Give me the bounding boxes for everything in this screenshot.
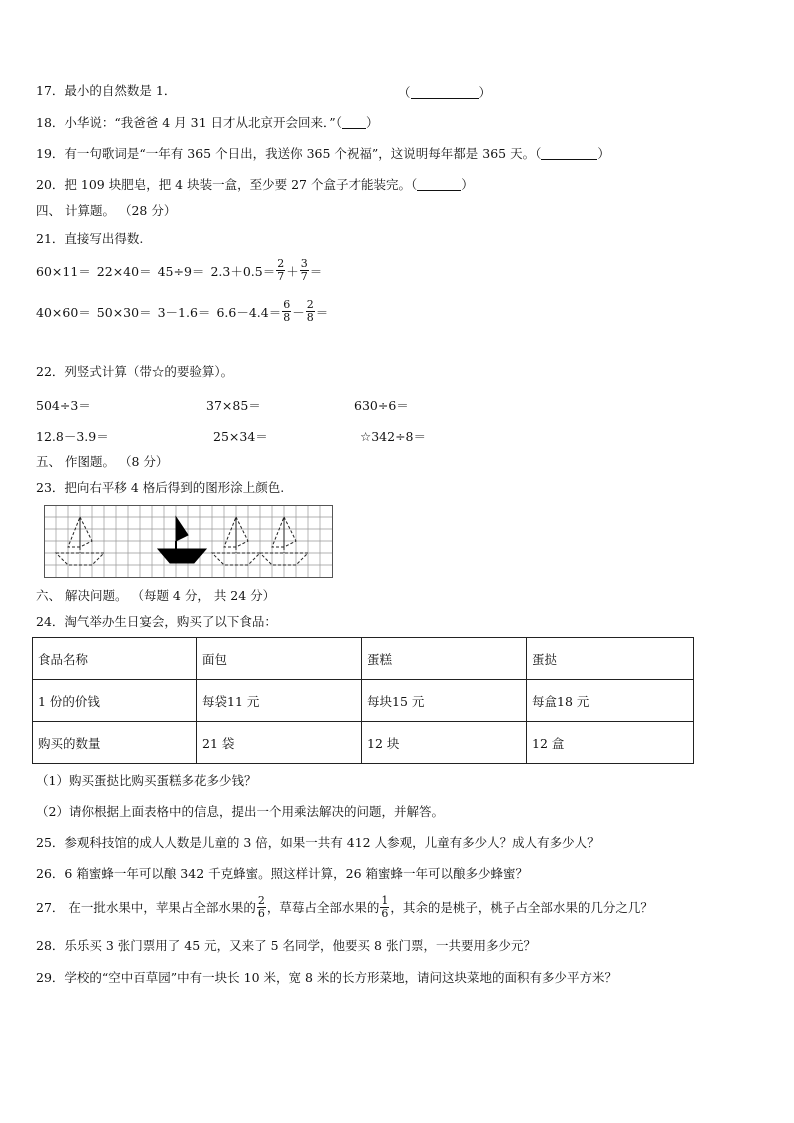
table-cell: 蛋挞 xyxy=(527,638,694,680)
section-4-heading: 四、 计算题。 （28 分） xyxy=(36,203,177,218)
question-27: 27． 在一批水果中，苹果占全部水果的 $\frac{2}{6}$ ，草莓占全部水果的 $\frac{1}{6}$ ，其余的是桃子，桃子占全部水果的几分之几？ xyxy=(36,894,653,920)
table-cell: 12 盒 xyxy=(527,722,694,764)
translation-grid xyxy=(44,505,336,582)
question-19: 19．有一句歌词是“一年有 365 个日出，我送你 365 个祝福”，这说明每年都是 365 天。（ ） xyxy=(36,146,610,161)
q22-expr: 504÷3＝ xyxy=(36,398,91,413)
fraction: $\frac{1}{6}$ xyxy=(381,894,389,920)
table-cell: 1 份的价钱 xyxy=(33,680,197,722)
question-17-text: 17．最小的自然数是 1． xyxy=(36,83,177,98)
q22-expr: 630÷6＝ xyxy=(354,398,409,413)
q22-expr: ☆342÷8＝ xyxy=(360,429,426,444)
q22-expr: 37×85＝ xyxy=(206,398,261,413)
question-17-answer[interactable]: （ ） xyxy=(398,85,492,100)
expr: 2.3＋0.5＝ xyxy=(210,263,276,279)
expr: 60×11＝ xyxy=(36,263,91,279)
fraction: $\frac{2}{7}$ xyxy=(277,257,285,283)
expr: 40×60＝ xyxy=(36,304,91,320)
question-18: 18．小华说：“我爸爸 4 月 31 日才从北京开会回来．”（ ） xyxy=(36,115,379,130)
table-cell: 面包 xyxy=(197,638,362,680)
answer-blank[interactable] xyxy=(342,116,366,129)
fraction: $\frac{3}{7}$ xyxy=(300,257,308,283)
question-20-text: 20．把 109 块肥皂，把 4 块装一盒，至少要 27 个盒子才能装完。（ xyxy=(36,177,418,192)
expr: 22×40＝ xyxy=(96,263,152,279)
answer-blank[interactable] xyxy=(541,147,597,160)
question-21-title: 21．直接写出得数. xyxy=(36,231,144,246)
food-table xyxy=(32,637,694,764)
question-17 xyxy=(36,83,176,99)
fraction: $\frac{2}{8}$ xyxy=(306,298,314,324)
expr: 50×30＝ xyxy=(96,304,152,320)
answer-blank[interactable] xyxy=(417,178,461,191)
table-cell: 购买的数量 xyxy=(33,722,197,764)
q21-row-2: 40×60＝ 50×30＝ 3－1.6＝ 6.6－4.4＝ $\frac{6}{8}$ － $\frac{2}{8}$ ＝ xyxy=(36,298,329,324)
section-5-heading: 五、 作图题。 （8 分） xyxy=(36,454,169,469)
question-22-title: 22．列竖式计算（带☆的要验算）。 xyxy=(36,364,234,379)
section-6-heading: 六、 解决问题。 （每题 4 分， 共 24 分） xyxy=(36,588,276,603)
question-18-text: 18．小华说：“我爸爸 4 月 31 日才从北京开会回来．”（ xyxy=(36,115,342,130)
filled-boat xyxy=(158,517,206,563)
answer-blank[interactable] xyxy=(411,86,479,99)
question-25: 25．参观科技馆的成人人数是儿童的 3 倍，如果一共有 412 人参观，儿童有多少人？成人有多少人？ xyxy=(36,835,600,850)
q21-row-1: 60×11＝ 22×40＝ 45÷9＝ 2.3＋0.5＝ $\frac{2}{7}$ ＋ $\frac{3}{7}$ ＝ xyxy=(36,257,323,283)
table-cell: 每袋11 元 xyxy=(197,680,362,722)
q22-expr: 25×34＝ xyxy=(213,429,268,444)
question-24-sub-2: （2）请你根据上面表格中的信息，提出一个用乘法解决的问题，并解答。 xyxy=(36,804,444,819)
table-cell: 每块15 元 xyxy=(362,680,527,722)
q22-expr: 12.8－3.9＝ xyxy=(36,429,109,444)
expr: 45÷9＝ xyxy=(157,263,205,279)
table-row xyxy=(33,680,694,722)
question-28: 28．乐乐买 3 张门票用了 45 元，又来了 5 名同学，他要买 8 张门票，一共要用多少元？ xyxy=(36,938,536,953)
table-cell: 食品名称 xyxy=(33,638,197,680)
question-29: 29．学校的“空中百草园”中有一块长 10 米，宽 8 米的长方形菜地，请问这块菜地的面积有多少平方米？ xyxy=(36,970,617,985)
question-23-title: 23．把向右平移 4 格后得到的图形涂上颜色. xyxy=(36,480,285,495)
table-cell: 蛋糕 xyxy=(362,638,527,680)
question-26: 26．6 箱蜜蜂一年可以酿 342 千克蜂蜜。照这样计算，26 箱蜜蜂一年可以酿多少蜂蜜？ xyxy=(36,866,529,881)
grid-figure xyxy=(44,505,336,579)
expr: 3－1.6＝ xyxy=(157,304,211,320)
table-cell: 12 块 xyxy=(362,722,527,764)
question-24-title: 24．淘气举办生日宴会，购买了以下食品： xyxy=(36,614,277,629)
fraction: $\frac{6}{8}$ xyxy=(283,298,291,324)
table-cell: 21 袋 xyxy=(197,722,362,764)
question-20: 20．把 109 块肥皂，把 4 块装一盒，至少要 27 个盒子才能装完。（ ） xyxy=(36,177,474,192)
question-19-text: 19．有一句歌词是“一年有 365 个日出，我送你 365 个祝福”，这说明每年都是 365 天。（ xyxy=(36,146,542,161)
fraction: $\frac{2}{6}$ xyxy=(257,894,265,920)
table-cell: 每盒18 元 xyxy=(527,680,694,722)
expr: 6.6－4.4＝ xyxy=(216,304,282,320)
table-row xyxy=(33,638,694,680)
question-24-sub-1: （1）购买蛋挞比购买蛋糕多花多少钱？ xyxy=(36,773,257,788)
table-row xyxy=(33,722,694,764)
